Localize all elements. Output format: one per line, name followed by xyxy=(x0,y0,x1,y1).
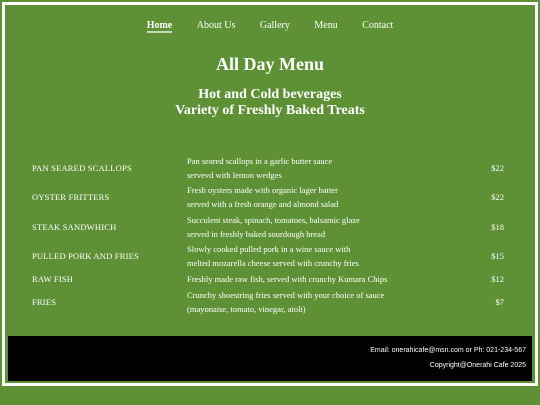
menu-row xyxy=(32,153,508,183)
menu-item-desc-line: Crunchy shoestring fries served with your choice of sauce xyxy=(187,289,385,300)
menu-table xyxy=(32,153,508,317)
main-content xyxy=(8,8,532,338)
menu-row xyxy=(32,242,508,272)
footer-contact: Email: onerahicafe@msn.com or Ph: 021-234-567 xyxy=(370,347,526,354)
footer-copyright: Copyright@Onerahi Cafe 2025 xyxy=(429,362,526,369)
menu-item-desc-line: served in freshly baked sourdough bread xyxy=(187,228,326,239)
menu-item-description xyxy=(187,212,477,242)
nav-menu[interactable]: Menu xyxy=(314,20,338,31)
menu-item-name: PAN SEARED SCALLOPS xyxy=(32,162,132,173)
menu-item-description xyxy=(187,183,477,213)
page-subtitle-beverages: Hot and Cold beverages xyxy=(198,87,342,102)
menu-item-desc-line: servevd with lemon wedges xyxy=(187,169,282,180)
nav-gallery[interactable]: Gallery xyxy=(259,20,290,31)
menu-item-price: $7 xyxy=(495,296,504,307)
menu-item-description xyxy=(187,271,477,287)
menu-item-name: PULLED PORK AND FRIES xyxy=(32,251,139,262)
menu-item-desc-line: served with a fresh orange and almond salad xyxy=(187,199,339,210)
menu-row xyxy=(32,212,508,242)
menu-item-name: OYSTER FRITTERS xyxy=(32,192,110,203)
menu-item-desc-line: Succulent steak, spinach, tomatoes, balsamic glaze xyxy=(187,214,360,225)
menu-item-price: $15 xyxy=(491,251,504,262)
menu-item-desc-line: Pan seared scallops in a garlic butter sauce xyxy=(187,155,333,166)
page-border-top xyxy=(0,0,540,3)
menu-item-description xyxy=(187,242,477,272)
page-border-left xyxy=(0,0,3,405)
page-border-bottom xyxy=(0,384,540,405)
menu-item-description xyxy=(187,287,477,317)
menu-item-desc-line: (mayonaise, tomato, vinegar, aioli) xyxy=(187,303,306,314)
nav-home[interactable]: Home xyxy=(146,20,173,31)
page-subtitle-treats: Variety of Freshly Baked Treats xyxy=(175,103,365,118)
menu-item-description xyxy=(187,153,477,183)
menu-item-price: $22 xyxy=(491,192,504,203)
menu-row xyxy=(32,271,508,287)
top-nav xyxy=(8,20,532,33)
page-title: All Day Menu xyxy=(216,54,324,74)
menu-item-price: $12 xyxy=(491,274,504,284)
menu-item-price: $22 xyxy=(491,162,504,173)
menu-item-name: FRIES xyxy=(32,296,57,307)
site-footer xyxy=(8,336,532,381)
menu-item-name: RAW FISH xyxy=(32,274,74,284)
nav-contact[interactable]: Contact xyxy=(362,20,394,31)
menu-item-desc-line: Slowly cooked pulled pork in a wine sauce with xyxy=(187,244,351,255)
menu-row xyxy=(32,183,508,213)
menu-item-desc-line: Fresh oysters made with organic lager batter xyxy=(187,185,338,196)
menu-item-desc-line: melted mozarella cheese served with crunchy fries xyxy=(187,258,359,269)
menu-item-name: STEAK SANDWHICH xyxy=(32,221,117,232)
menu-item-price: $18 xyxy=(491,221,504,232)
menu-row xyxy=(32,287,508,317)
menu-item-desc-line: Freshly made raw fish, served with crunchy Kumara Chips xyxy=(187,274,388,284)
nav-about-us[interactable]: About Us xyxy=(196,20,236,31)
